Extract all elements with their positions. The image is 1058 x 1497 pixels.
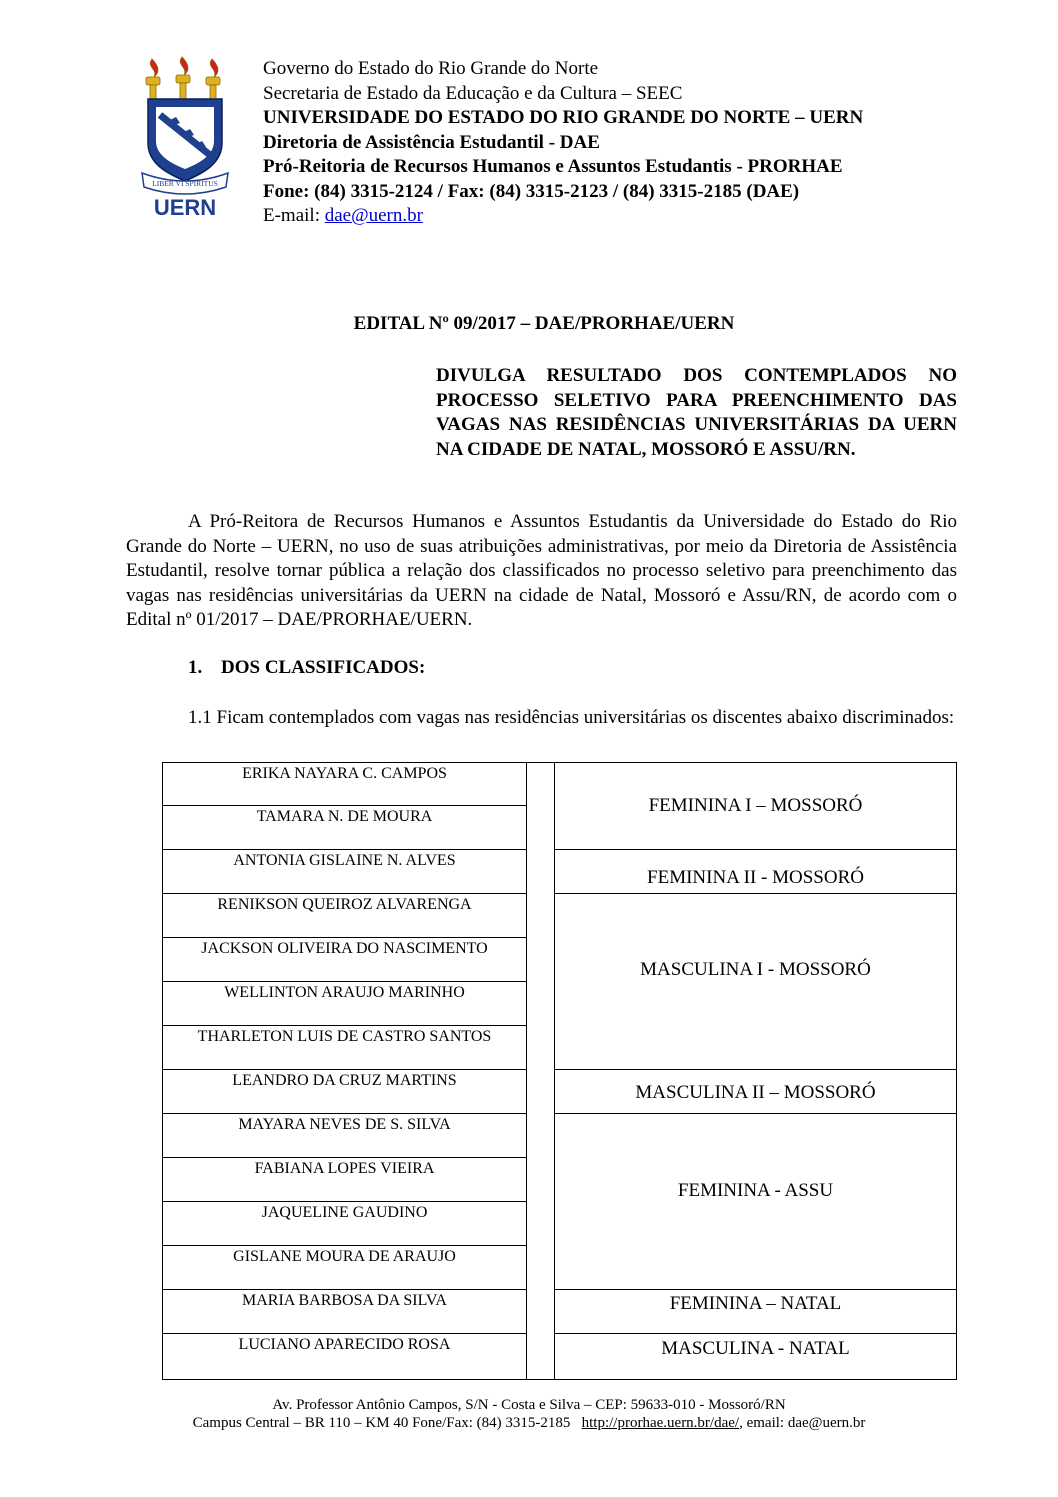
email-link[interactable]: dae@uern.br bbox=[324, 205, 423, 226]
document-title: EDITAL Nº 09/2017 – DAE/PRORHAE/UERN bbox=[353, 313, 735, 334]
results-table bbox=[162, 762, 957, 1380]
footer-campus: Campus Central – BR 110 – KM 40 Fone/Fax: (84) 3315-2185 bbox=[192, 1415, 582, 1431]
header-line-secretariat: Secretaria de Estado da Educação e da Cultura – SEEC bbox=[263, 82, 683, 104]
names-column bbox=[163, 763, 527, 1379]
table-row-name: LUCIANO APARECIDO ROSA bbox=[238, 1336, 451, 1353]
header-line-directorate: Diretoria de Assistência Estudantil - DAE bbox=[263, 131, 600, 153]
table-row-name: LEANDRO DA CRUZ MARTINS bbox=[163, 1070, 526, 1114]
table-row-name: MARIA BARBOSA DA SILVA bbox=[163, 1290, 526, 1334]
svg-text:UERN: UERN bbox=[153, 195, 217, 217]
table-row-name: THARLETON LUIS DE CASTRO SANTOS bbox=[163, 1026, 526, 1070]
footer-contact bbox=[0, 1414, 1058, 1432]
uern-crest-icon bbox=[138, 55, 232, 217]
footer-url-link[interactable]: http://prorhae.uern.br/dae/ bbox=[581, 1415, 740, 1431]
residences-column bbox=[555, 763, 956, 1379]
header-line-email bbox=[263, 204, 863, 229]
residence-masculina-ii-mossoro: MASCULINA II – MOSSORÓ bbox=[555, 1070, 956, 1114]
header-line-university: UNIVERSIDADE DO ESTADO DO RIO GRANDE DO NORTE – UERN bbox=[263, 107, 864, 128]
header-line-phones: Fone: (84) 3315-2124 / Fax: (84) 3315-2123 / (84) 3315-2185 (DAE) bbox=[263, 180, 800, 202]
spacer-column bbox=[527, 763, 555, 1379]
header-line-prorectorate: Pró-Reitoria de Recursos Humanos e Assuntos Estudantis - PRORHAE bbox=[263, 156, 843, 177]
item-1-1-paragraph bbox=[126, 706, 957, 731]
residence-feminina-i-mossoro: FEMININA I – MOSSORÓ bbox=[555, 763, 956, 850]
table-row-name: GISLANE MOURA DE ARAUJO bbox=[163, 1246, 526, 1290]
residence-feminina-assu: FEMININA - ASSU bbox=[555, 1114, 956, 1290]
table-row-name: ANTONIA GISLAINE N. ALVES bbox=[163, 850, 526, 894]
footer-address: Av. Professor Antônio Campos, S/N - Costa e Silva – CEP: 59633-010 - Mossoró/RN bbox=[272, 1397, 786, 1413]
residence-feminina-ii-mossoro: FEMININA II - MOSSORÓ bbox=[555, 850, 956, 894]
table-row-name: FABIANA LOPES VIEIRA bbox=[163, 1158, 526, 1202]
letterhead bbox=[263, 57, 863, 229]
table-row-name: ERIKA NAYARA C. CAMPOS bbox=[163, 763, 526, 806]
footer-email: , email: dae@uern.br bbox=[739, 1415, 866, 1431]
section-number: 1. bbox=[188, 657, 203, 678]
residence-masculina-natal: MASCULINA - NATAL bbox=[661, 1338, 850, 1359]
section-title: DOS CLASSIFICADOS: bbox=[221, 657, 426, 678]
page-footer bbox=[0, 1396, 1058, 1432]
table-row-name: TAMARA N. DE MOURA bbox=[163, 806, 526, 850]
table-row-name: JAQUELINE GAUDINO bbox=[163, 1202, 526, 1246]
table-row-name: WELLINTON ARAUJO MARINHO bbox=[163, 982, 526, 1026]
header-line-government: Governo do Estado do Rio Grande do Norte bbox=[263, 58, 599, 79]
email-label: E-mail: bbox=[263, 205, 325, 226]
table-row-name: MAYARA NEVES DE S. SILVA bbox=[163, 1114, 526, 1158]
residence-feminina-natal: FEMININA – NATAL bbox=[555, 1290, 956, 1334]
table-row-name: RENIKSON QUEIROZ ALVARENGA bbox=[163, 894, 526, 938]
uern-logo bbox=[138, 55, 232, 217]
section-heading bbox=[188, 657, 425, 679]
item-1-1-text: 1.1 Ficam contemplados com vagas nas residências universitárias os discentes abaixo discriminados: bbox=[188, 707, 955, 728]
residence-masculina-i-mossoro: MASCULINA I - MOSSORÓ bbox=[555, 894, 956, 1070]
intro-paragraph bbox=[126, 510, 957, 633]
table-row-name: JACKSON OLIVEIRA DO NASCIMENTO bbox=[163, 938, 526, 982]
svg-text:LIBER VI SPIRITUS: LIBER VI SPIRITUS bbox=[152, 179, 218, 188]
intro-text: A Pró-Reitora de Recursos Humanos e Assuntos Estudantis da Universidade do Estado do Rio Grande do Norte – UERN, no uso de suas atribuições administrativas, por meio da Diretoria de Assistência Estudantil, resolve tornar pública a relação dos classificados no processo seletivo para preenchimento das vagas nas residências universitárias da UERN na cidade de Natal, Mossoró e Assu/RN, de acordo com o Edital nº 01/2017 – DAE/PRORHAE/UERN. bbox=[126, 511, 957, 630]
document-subject: DIVULGA RESULTADO DOS CONTEMPLADOS NO PROCESSO SELETIVO PARA PREENCHIMENTO DAS VAGAS NAS RESIDÊNCIAS UNIVERSITÁRIAS DA UERN NA CIDADE DE NATAL, MOSSORÓ E ASSU/RN. bbox=[436, 365, 957, 460]
